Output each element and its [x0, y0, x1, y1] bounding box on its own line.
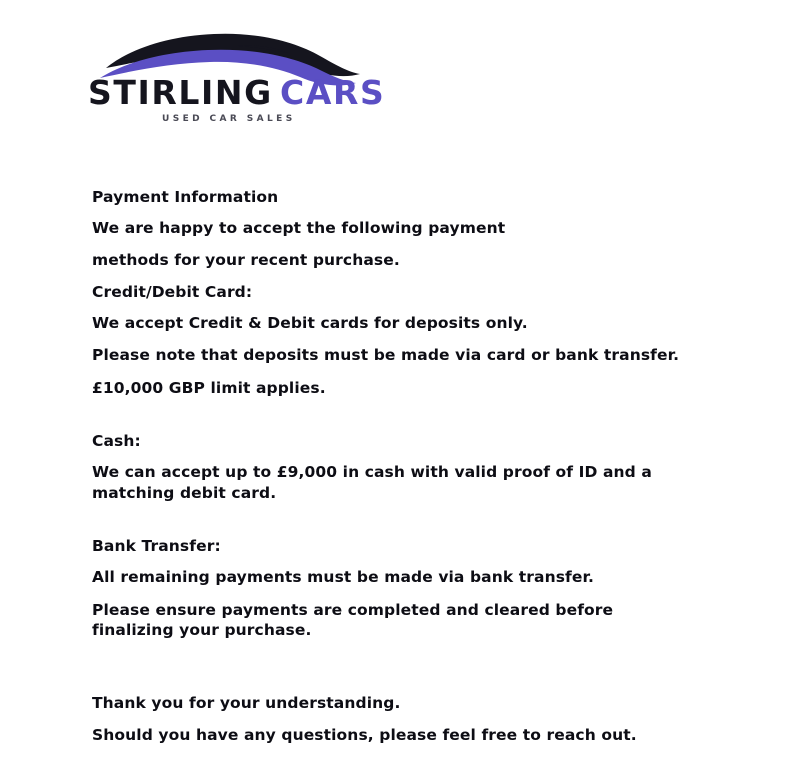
closing-line-1: Thank you for your understanding.: [92, 693, 401, 712]
spacer-before-closing: [92, 653, 702, 693]
bank-transfer-line-1: All remaining payments must be made via bank transfer.: [92, 568, 595, 587]
logo-tagline: USED CAR SALES: [162, 114, 296, 124]
section-heading-credit-debit-card: Credit/Debit Card:: [92, 282, 253, 301]
intro-line-2: methods for your recent purchase.: [92, 251, 400, 270]
stirling-cars-logo: [88, 24, 398, 124]
cash-line-1: We can accept up to £9,000 in cash with valid proof of ID and a matching debit card.: [92, 463, 652, 502]
credit-debit-line-2: Please note that deposits must be made via card or bank transfer.: [92, 346, 680, 365]
intro-line-1: We are happy to accept the following payment: [92, 219, 506, 237]
page-title: Payment Information: [92, 188, 279, 206]
logo-wordmark-cars: CARS: [280, 73, 386, 112]
bank-transfer-line-2: Please ensure payments are completed and cleared before finalizing your purchase.: [92, 600, 614, 640]
logo-wordmark-stirling: STIRLING: [88, 73, 273, 112]
document-body: [92, 188, 702, 757]
logo-graphic: [88, 24, 398, 124]
credit-debit-line-3: £10,000 GBP limit applies.: [92, 378, 326, 397]
section-heading-cash: Cash:: [92, 432, 141, 451]
credit-debit-line-1: We accept Credit & Debit cards for deposits only.: [92, 313, 528, 332]
spacer-after-card-section: [92, 410, 702, 432]
closing-line-2: Should you have any questions, please feel free to reach out.: [92, 725, 637, 744]
section-heading-bank-transfer: Bank Transfer:: [92, 537, 221, 556]
spacer-after-cash-section: [92, 515, 702, 537]
